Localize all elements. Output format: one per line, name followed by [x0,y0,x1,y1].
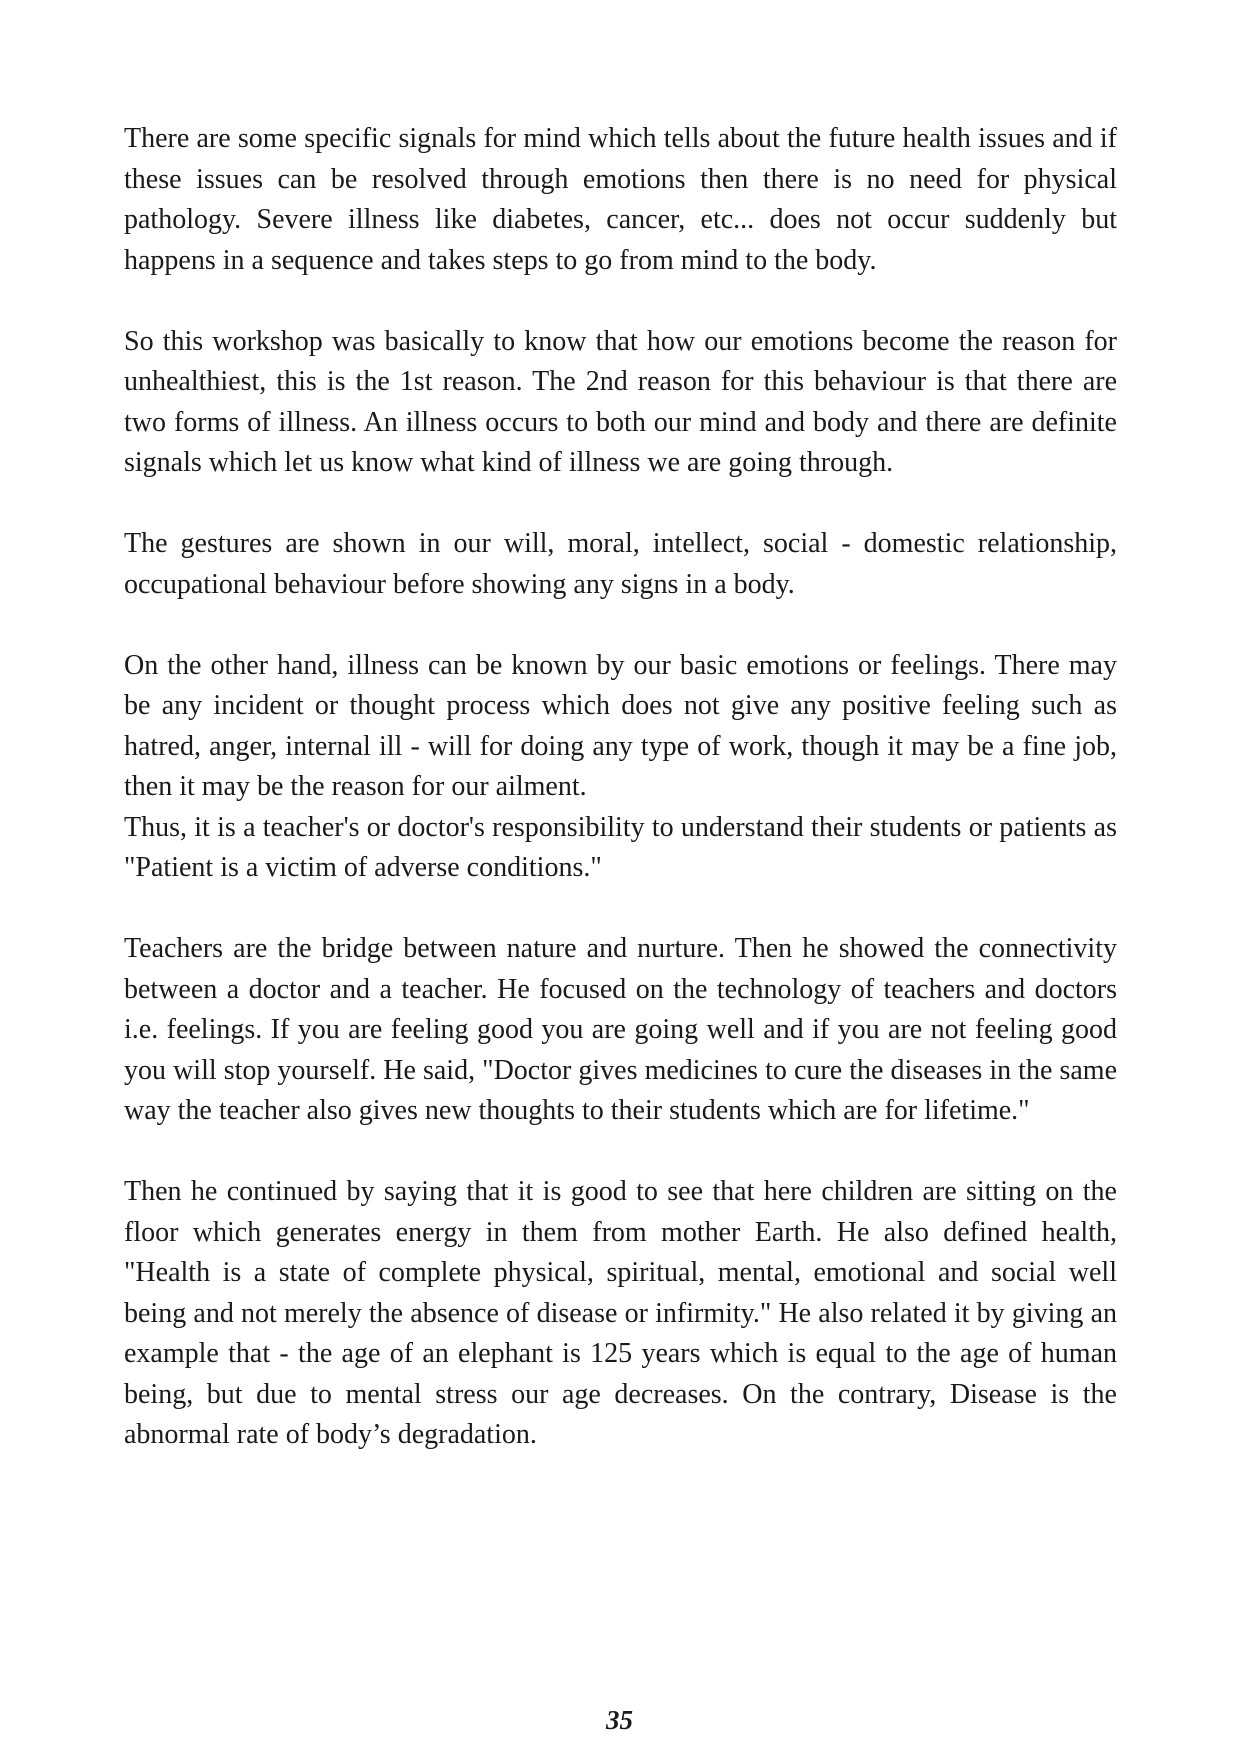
paragraph-5: Thus, it is a teacher's or doctor's responsibility to understand their students or patients as "Patient is a victim of adverse conditions." [124,811,1117,883]
paragraph-4: On the other hand, illness can be known by our basic emotions or feelings. There may be any incident or thought process which does not give any positive feeling such as hatred, anger, internal ill - will for doing any type of work, though it may be a fine job, then it may be the reason for our ailment. [124,649,1117,802]
paragraph-7: Then he continued by saying that it is good to see that here children are sitting on the floor which generates energy in them from mother Earth. He also defined health, "Health is a state of complete physical, spiritual, mental, emotional and social well being and not merely the absence of disease or infirmity." He also related it by giving an example that - the age of an elephant is 125 years which is equal to the age of human being, but due to mental stress our age decreases. On the contrary, Disease is the abnormal rate of body’s degradation. [124,1176,1117,1450]
paragraph-3: The gestures are shown in our will, moral, intellect, social - domestic relationship, occupational behaviour before showing any signs in a body. [124,528,1117,600]
paragraph-2: So this workshop was basically to know that how our emotions become the reason for unhealthiest, this is the 1st reason. The 2nd reason for this behaviour is that there are two forms of illness. An illness occurs to both our mind and body and there are definite signals which let us know what kind of illness we are going through. [124,325,1117,478]
paragraph-6: Teachers are the bridge between nature and nurture. Then he showed the connectivity between a doctor and a teacher. He focused on the technology of teachers and doctors i.e. feelings. If you are feeling good you are going well and if you are not feeling good you will stop yourself. He said, "Doctor gives medicines to cure the diseases in the same way the teacher also gives new thoughts to their students which are for lifetime." [124,933,1117,1126]
paragraph-1: There are some specific signals for mind which tells about the future health issues and if these issues can be resolved through emotions then there is no need for physical pathology. Severe illness like diabetes, cancer, etc... does not occur suddenly but happens in a sequence and takes steps to go from mind to the body. [124,123,1117,276]
page-body [124,119,1117,1496]
page-number: 35 [606,1705,633,1735]
